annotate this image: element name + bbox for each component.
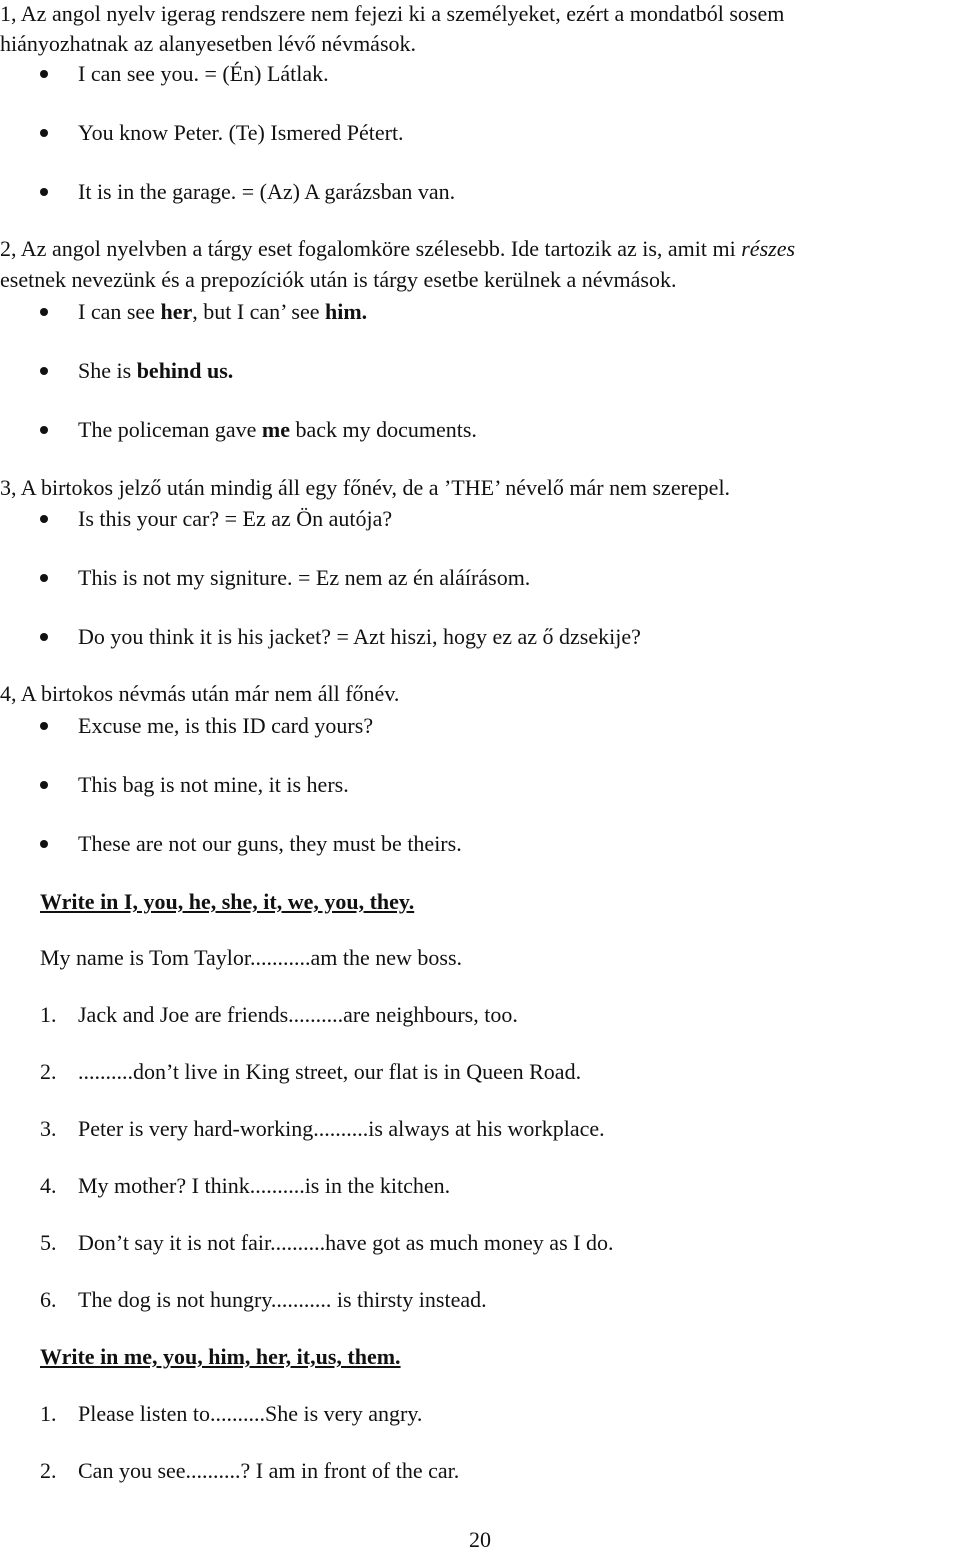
exercise-item-number: 2. bbox=[40, 1059, 57, 1084]
text-segment: The policeman gave bbox=[78, 417, 262, 442]
exercise-item-number: 2. bbox=[40, 1458, 57, 1483]
list-item-text: This bag is not mine, it is hers. bbox=[78, 772, 349, 797]
exercise-item-number: 1. bbox=[40, 1002, 57, 1027]
exercise-item-text: Can you see..........? I am in front of the car. bbox=[78, 1458, 460, 1483]
list-item-text bbox=[78, 416, 477, 444]
exercise1-example: My name is Tom Taylor...........am the new boss. bbox=[40, 945, 463, 970]
bullet-icon bbox=[40, 308, 48, 316]
section4-line1: 4, A birtokos névmás után már nem áll főnév. bbox=[0, 681, 400, 706]
section2-line2: esetnek nevezünk és a prepozíciók után is tárgy esetbe kerülnek a névmások. bbox=[0, 267, 677, 292]
list-item-text: It is in the garage. = (Az) A garázsban van. bbox=[78, 179, 456, 204]
exercise2-heading: Write in me, you, him, her, it,us, them. bbox=[40, 1344, 401, 1369]
exercise-item-text: ..........don’t live in King street, our flat is in Queen Road. bbox=[78, 1059, 582, 1084]
exercise-item-text: Peter is very hard-working..........is always at his workplace. bbox=[78, 1116, 605, 1141]
text-segment: back my documents. bbox=[289, 417, 477, 442]
section2-line1-text: 2, Az angol nyelvben a tárgy eset fogalomköre szélesebb. Ide tartozik az is, amit mi bbox=[0, 236, 742, 261]
bullet-icon bbox=[40, 188, 48, 196]
bullet-icon bbox=[40, 722, 48, 730]
exercise-item-number: 5. bbox=[40, 1230, 57, 1255]
exercise-item-text: Don’t say it is not fair..........have got as much money as I do. bbox=[78, 1230, 614, 1255]
exercise-item-text: Jack and Joe are friends..........are neighbours, too. bbox=[78, 1002, 518, 1027]
exercise-item-number: 6. bbox=[40, 1287, 57, 1312]
text-segment: She is bbox=[78, 358, 137, 383]
exercise-item-text: The dog is not hungry........... is thirsty instead. bbox=[78, 1287, 487, 1312]
bold-segment: him. bbox=[324, 299, 368, 324]
bullet-icon bbox=[40, 633, 48, 641]
section1-line1: 1, Az angol nyelv igerag rendszere nem fejezi ki a személyeket, ezért a mondatból sosem bbox=[0, 1, 785, 26]
bullet-icon bbox=[40, 70, 48, 78]
exercise-item-text: Please listen to..........She is very angry. bbox=[78, 1401, 423, 1426]
bold-segment: me bbox=[261, 417, 290, 442]
text-segment: , but I can’ see bbox=[192, 299, 325, 324]
section2-line1 bbox=[0, 235, 795, 263]
section3-line1: 3, A birtokos jelző után mindig áll egy főnév, de a ’THE’ névelő már nem szerepel. bbox=[0, 475, 731, 500]
list-item-text: I can see you. = (Én) Látlak. bbox=[78, 61, 329, 86]
list-item-text: Excuse me, is this ID card yours? bbox=[78, 713, 374, 738]
bullet-icon bbox=[40, 129, 48, 137]
bullet-icon bbox=[40, 426, 48, 434]
section2-italic-word: részes bbox=[741, 236, 796, 261]
bold-segment: behind us. bbox=[136, 358, 234, 383]
list-item-text: This is not my signiture. = Ez nem az én aláírásom. bbox=[78, 565, 531, 590]
exercise-item-number: 3. bbox=[40, 1116, 57, 1141]
exercise-item-text: My mother? I think..........is in the kitchen. bbox=[78, 1173, 451, 1198]
bullet-icon bbox=[40, 840, 48, 848]
list-item-text: These are not our guns, they must be theirs. bbox=[78, 831, 462, 856]
page-number: 20 bbox=[469, 1527, 491, 1552]
exercise1-heading: Write in I, you, he, she, it, we, you, they. bbox=[40, 889, 415, 914]
bullet-icon bbox=[40, 515, 48, 523]
bullet-icon bbox=[40, 574, 48, 582]
list-item-text: Do you think it is his jacket? = Azt hiszi, hogy ez az ő dzsekije? bbox=[78, 624, 641, 649]
list-item-text bbox=[78, 357, 233, 385]
list-item-text: You know Peter. (Te) Ismered Pétert. bbox=[78, 120, 404, 145]
bullet-icon bbox=[40, 781, 48, 789]
section1-line2: hiányozhatnak az alanyesetben lévő névmások. bbox=[0, 31, 417, 56]
text-segment: I can see bbox=[78, 299, 161, 324]
list-item-text bbox=[78, 298, 367, 326]
list-item-text: Is this your car? = Ez az Ön autója? bbox=[78, 506, 393, 531]
bullet-icon bbox=[40, 367, 48, 375]
exercise-item-number: 1. bbox=[40, 1401, 57, 1426]
bold-segment: her bbox=[160, 299, 193, 324]
exercise-item-number: 4. bbox=[40, 1173, 57, 1198]
